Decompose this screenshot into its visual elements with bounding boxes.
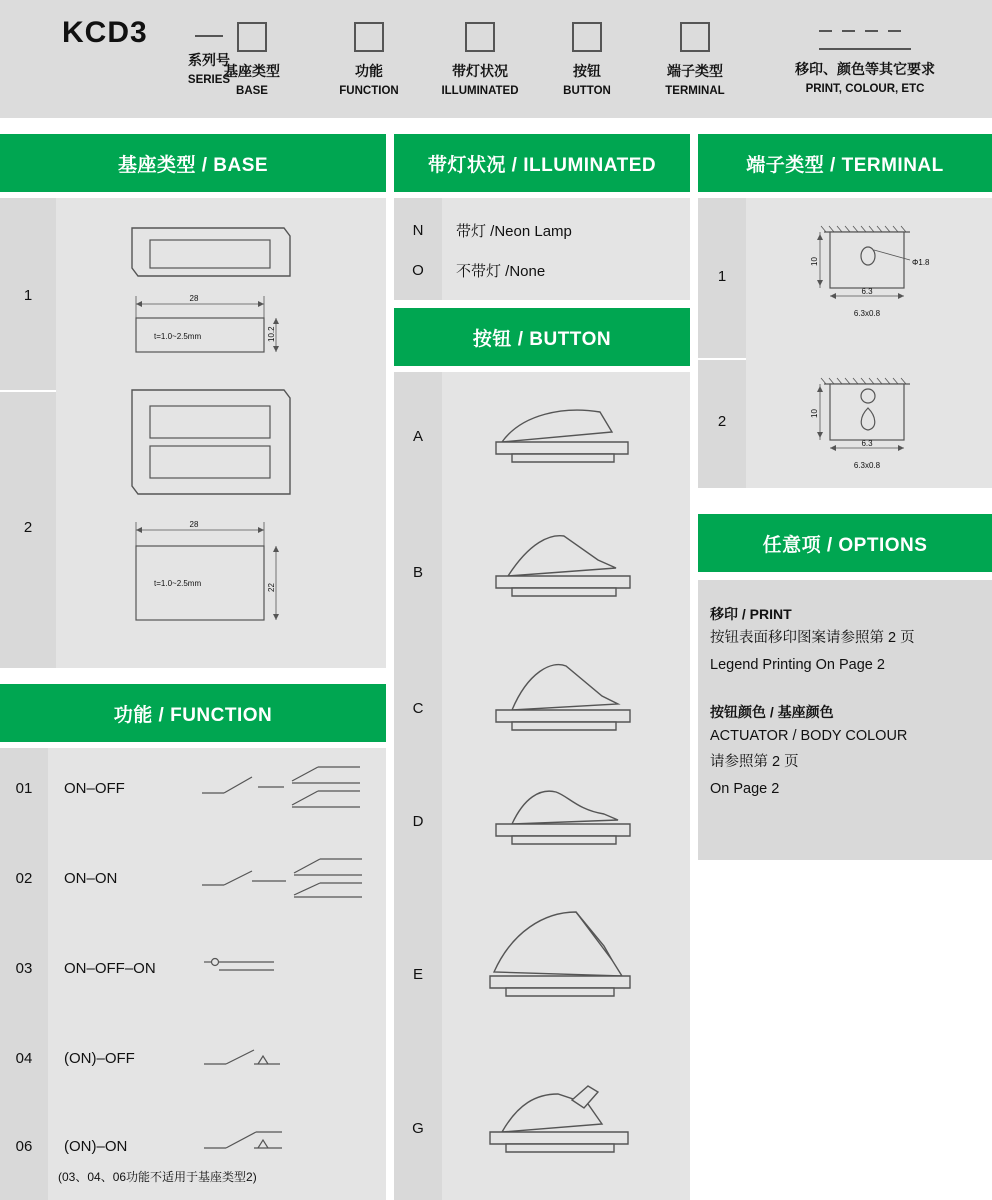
- decoder-column-terminal: [651, 22, 739, 97]
- options-colour-en2: On Page 2: [710, 781, 780, 797]
- illuminated-row-code: [394, 257, 442, 283]
- svg-text:6.3: 6.3: [861, 439, 873, 448]
- function-schematic-06: [200, 1118, 290, 1158]
- base-type-2-dimension-drawing: [124, 516, 310, 634]
- function-row-code: [0, 955, 48, 981]
- svg-text:t=1.0~2.5mm: t=1.0~2.5mm: [154, 579, 202, 588]
- section-title: 端子类型 / TERMINAL: [746, 154, 944, 176]
- section-header-function: [0, 684, 386, 742]
- section-title: 任意项 / OPTIONS: [762, 534, 928, 556]
- decoder-label-en: BUTTON: [563, 85, 611, 97]
- button-type-e-drawing: [472, 906, 660, 1008]
- svg-text:28: 28: [189, 520, 199, 529]
- button-row-code: [394, 559, 442, 585]
- function-label-06: (ON)–ON: [64, 1137, 128, 1155]
- button-code-a: A: [412, 427, 423, 445]
- base-code-1: 1: [23, 286, 33, 304]
- function-row-code: [0, 775, 48, 801]
- decoder-label-cn: 功能: [355, 63, 383, 79]
- section-header-terminal: [698, 134, 992, 192]
- decoder-label-cn: 带灯状况: [452, 63, 508, 79]
- decoder-label-cn: 端子类型: [667, 63, 723, 79]
- svg-text:6.3: 6.3: [861, 287, 873, 296]
- function-schematic-01: [196, 765, 374, 813]
- svg-text:Φ1.8: Φ1.8: [912, 258, 930, 267]
- function-label-01: ON–OFF: [64, 779, 125, 797]
- options-print-cn: 按钮表面移印图案请参照第 2 页: [710, 630, 915, 646]
- function-code-06: 06: [15, 1137, 33, 1155]
- section-title: 功能 / FUNCTION: [113, 704, 273, 726]
- button-row-code: [394, 1115, 442, 1141]
- decoder-column-function: [325, 22, 413, 97]
- svg-text:28: 28: [189, 294, 199, 303]
- base-type-2-perspective-drawing: [124, 380, 294, 510]
- illuminated-row-label: [456, 217, 686, 243]
- decoder-label-en: BASE: [236, 85, 268, 97]
- base-type-1-dimension-drawing: [124, 290, 310, 372]
- decoder-label-cn: 移印、颜色等其它要求: [795, 61, 935, 77]
- decoder-label-en: ILLUMINATED: [441, 85, 519, 97]
- base-row-code: [0, 280, 56, 310]
- button-row-code: [394, 695, 442, 721]
- illuminated-row-label: [456, 257, 686, 283]
- terminal-code-1: 1: [717, 267, 727, 285]
- options-colour-en: ACTUATOR / BODY COLOUR: [710, 728, 908, 744]
- part-number-decoder-header: [0, 0, 992, 118]
- decoder-column-print-colour: [775, 22, 955, 95]
- button-type-d-drawing: [478, 770, 654, 860]
- decoder-label-cn: 系列号: [188, 52, 230, 68]
- terminal-type-1-drawing: [800, 218, 960, 348]
- illuminated-code-n: N: [412, 221, 424, 239]
- decoder-label-en: FUNCTION: [339, 85, 399, 97]
- base-row-divider: [0, 390, 56, 392]
- svg-text:t=1.0~2.5mm: t=1.0~2.5mm: [154, 332, 202, 341]
- decoder-column-base: [208, 22, 296, 97]
- illuminated-row-code: [394, 217, 442, 243]
- function-label-04: (ON)–OFF: [64, 1049, 135, 1067]
- function-row-label: [64, 865, 214, 891]
- function-schematic-03: [200, 948, 290, 980]
- function-label-03: ON–OFF–ON: [64, 959, 156, 977]
- terminal-row-divider: [698, 358, 746, 360]
- button-type-c-drawing: [478, 656, 654, 746]
- svg-text:6.3x0.8: 6.3x0.8: [853, 309, 881, 318]
- checkbox-icon: [465, 22, 495, 52]
- function-row-label: [64, 775, 214, 801]
- svg-text:22: 22: [267, 583, 276, 592]
- section-title: 带灯状况 / ILLUMINATED: [427, 154, 657, 176]
- function-row-code: [0, 1133, 48, 1159]
- svg-text:10: 10: [810, 257, 819, 266]
- button-type-b-drawing: [478, 528, 654, 612]
- section-title: 按钮 / BUTTON: [472, 328, 612, 350]
- function-row-code: [0, 865, 48, 891]
- section-header-illuminated: [394, 134, 690, 192]
- button-row-code: [394, 808, 442, 834]
- decoder-column-illuminated: [430, 22, 530, 97]
- function-note: (03、04、06功能不适用于基座类型2): [58, 1170, 257, 1184]
- options-colour-title: 按钮颜色 / 基座颜色: [710, 704, 834, 720]
- function-schematic-02: [196, 855, 374, 903]
- base-code-2: 2: [23, 518, 33, 536]
- decoder-label-en: SERIES: [187, 74, 231, 86]
- svg-text:10: 10: [810, 409, 819, 418]
- terminal-row-code: [698, 408, 746, 434]
- checkbox-icon: [354, 22, 384, 52]
- section-header-base: [0, 134, 386, 192]
- terminal-code-2: 2: [717, 412, 727, 430]
- section-header-options: [698, 514, 992, 572]
- function-label-02: ON–ON: [64, 869, 118, 887]
- function-row-code: [0, 1045, 48, 1071]
- function-code-03: 03: [15, 959, 33, 977]
- dashed-line-icon: [819, 22, 911, 50]
- button-type-g-drawing: [472, 1078, 660, 1170]
- decoder-label-cn: 按钮: [573, 63, 601, 79]
- button-code-d: D: [412, 812, 424, 830]
- decoder-label-en: PRINT, COLOUR, ETC: [805, 83, 925, 95]
- decoder-column-button: [543, 22, 631, 97]
- options-colour-cn: 请参照第 2 页: [710, 754, 799, 770]
- options-print-title: 移印 / PRINT: [710, 606, 792, 622]
- button-code-b: B: [412, 563, 423, 581]
- checkbox-icon: [237, 22, 267, 52]
- options-print-en: Legend Printing On Page 2: [710, 657, 885, 673]
- decoder-label-en: TERMINAL: [665, 85, 725, 97]
- function-code-04: 04: [15, 1049, 33, 1067]
- base-row-code: [0, 512, 56, 542]
- function-schematic-04: [200, 1038, 290, 1072]
- terminal-row-code: [698, 263, 746, 289]
- function-code-02: 02: [15, 869, 33, 887]
- button-row-code: [394, 423, 442, 449]
- illuminated-label-n: 带灯 /Neon Lamp: [456, 222, 572, 240]
- svg-text:6.3x0.8: 6.3x0.8: [853, 461, 881, 470]
- section-header-button: [394, 308, 690, 366]
- section-title: 基座类型 / BASE: [117, 154, 269, 176]
- checkbox-icon: [572, 22, 602, 52]
- decoder-label-cn: 基座类型: [224, 63, 280, 79]
- base-type-1-perspective-drawing: [124, 216, 294, 288]
- illuminated-label-area: [442, 198, 690, 300]
- illuminated-label-o: 不带灯 /None: [456, 262, 546, 280]
- button-type-a-drawing: [478, 398, 654, 476]
- button-code-g: G: [412, 1119, 424, 1137]
- terminal-type-2-drawing: [800, 370, 960, 490]
- button-code-e: E: [412, 965, 423, 983]
- button-code-c: C: [412, 699, 424, 717]
- function-code-01: 01: [15, 779, 33, 797]
- illuminated-code-o: O: [412, 261, 424, 279]
- button-row-code: [394, 961, 442, 987]
- series-name: KCD3: [62, 16, 148, 49]
- checkbox-icon: [680, 22, 710, 52]
- svg-text:10.2: 10.2: [267, 326, 276, 342]
